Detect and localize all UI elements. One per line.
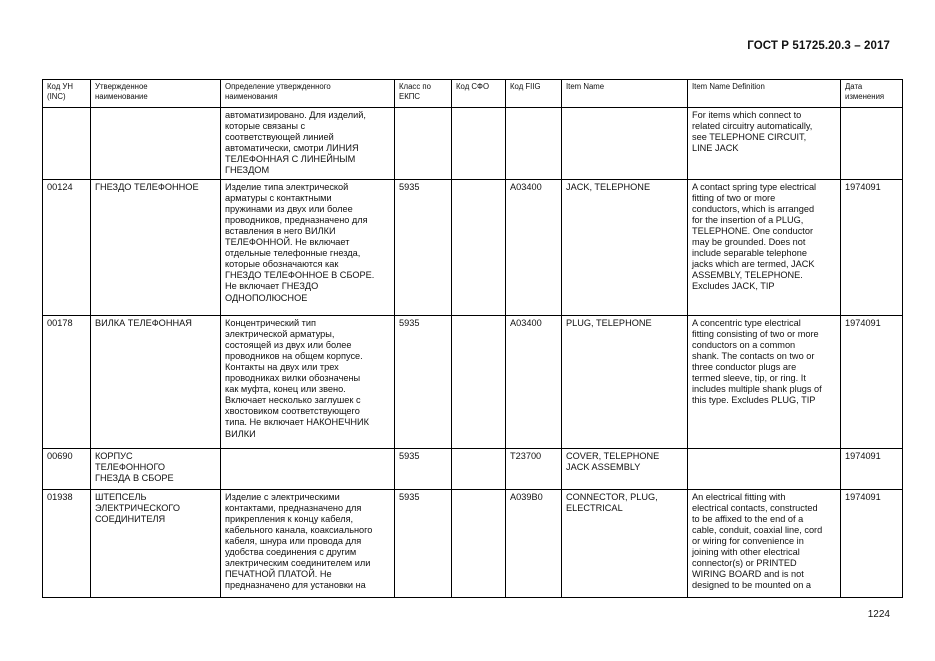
table-row [43,449,903,490]
cell-item-name-definition: A contact spring type electrical fitting of two or more conductors, which is arranged for the insertion of a PLUG, TELEPHONE. One conductor may be grounded. Does not include separable telephone jacks which are termed, JACK ASSEMBLY, TELEPHONE. Excludes JACK, TIP [688,180,841,316]
cell-change-date [841,108,903,180]
cell-item-name: COVER, TELEPHONE JACK ASSEMBLY [562,449,688,490]
cell-inc: 00690 [43,449,91,490]
cell-inc: 01938 [43,490,91,598]
cell-class [395,108,452,180]
cell-approved-name: ГНЕЗДО ТЕЛЕФОННОЕ [91,180,221,316]
cell-sfo [452,180,506,316]
cell-fiig: T23700 [506,449,562,490]
cell-item-name-definition: A concentric type electrical fitting consisting of two or more conductors on a common shank. The contacts on two or three conductor plugs are termed sleeve, tip, or ring. It includes multiple shank plugs of this type. Excludes PLUG, TIP [688,316,841,449]
cell-sfo [452,490,506,598]
column-header-class: Класс по ЕКПС [395,80,452,108]
table-row [43,108,903,180]
items-table [42,79,903,598]
cell-item-name: CONNECTOR, PLUG, ELECTRICAL [562,490,688,598]
column-header-item-name: Item Name [562,80,688,108]
cell-item-name: PLUG, TELEPHONE [562,316,688,449]
document-standard-header: ГОСТ Р 51725.20.3 – 2017 [747,40,890,52]
column-header-sfo: Код СФО [452,80,506,108]
column-header-definition: Определение утвержденного наименования [221,80,395,108]
cell-approved-name: КОРПУС ТЕЛЕФОННОГО ГНЕЗДА В СБОРЕ [91,449,221,490]
table-row [43,316,903,449]
cell-fiig [506,108,562,180]
column-header-change-date: Дата изменения [841,80,903,108]
cell-approved-name: ШТЕПСЕЛЬ ЭЛЕКТРИЧЕСКОГО СОЕДИНИТЕЛЯ [91,490,221,598]
cell-fiig: A03400 [506,316,562,449]
cell-class: 5935 [395,490,452,598]
cell-definition [221,449,395,490]
cell-item-name [562,108,688,180]
cell-sfo [452,108,506,180]
cell-definition: автоматизировано. Для изделий, которые связаны с соответствующей линией автоматически, смотри ЛИНИЯ ТЕЛЕФОННАЯ С ЛИНЕЙНЫМ ГНЕЗДОМ [221,108,395,180]
cell-sfo [452,449,506,490]
cell-change-date: 1974091 [841,490,903,598]
column-header-inc: Код УН (INC) [43,80,91,108]
cell-change-date: 1974091 [841,180,903,316]
page-number: 1224 [867,609,890,620]
cell-definition: Концентрический тип электрической арматуры, состоящей из двух или более проводников на общем корпусе. Контакты на двух или трех проводниках вилки обозначены как муфта, конец или звено. Включает несколько заглушек с хвостовиком соответствующего типа. Не включает НАКОНЕЧНИК ВИЛКИ [221,316,395,449]
cell-sfo [452,316,506,449]
cell-fiig: A039B0 [506,490,562,598]
cell-change-date: 1974091 [841,449,903,490]
cell-class: 5935 [395,449,452,490]
column-header-approved-name: Утвержденное наименование [91,80,221,108]
cell-item-name: JACK, TELEPHONE [562,180,688,316]
cell-class: 5935 [395,180,452,316]
cell-approved-name [91,108,221,180]
table-row [43,180,903,316]
cell-change-date: 1974091 [841,316,903,449]
cell-inc [43,108,91,180]
table-header-row [43,80,903,108]
cell-item-name-definition [688,449,841,490]
cell-inc: 00178 [43,316,91,449]
column-header-fiig: Код FIIG [506,80,562,108]
cell-item-name-definition: An electrical fitting with electrical contacts, constructed to be affixed to the end of a cable, conduit, coaxial line, cord or wiring for convenience in joining with other electrical connector(s) or PRINTED WIRING BOARD and is not designed to be mounted on a [688,490,841,598]
cell-approved-name: ВИЛКА ТЕЛЕФОННАЯ [91,316,221,449]
table-row [43,490,903,598]
cell-definition: Изделие с электрическими контактами, предназначено для прикрепления к концу кабеля, кабельного канала, коаксиального кабеля, шнура или провода для удобства соединения с другим электрическим соединителем или ПЕЧАТНОЙ ПЛАТОЙ. Не предназначено для установки на [221,490,395,598]
cell-fiig: A03400 [506,180,562,316]
cell-class: 5935 [395,316,452,449]
column-header-item-name-definition: Item Name Definition [688,80,841,108]
cell-item-name-definition: For items which connect to related circuitry automatically, see TELEPHONE CIRCUIT, LINE JACK [688,108,841,180]
cell-definition: Изделие типа электрической арматуры с контактными пружинами из двух или более проводников, предназначено для вставления в него ВИЛКИ ТЕЛЕФОННОЙ. Не включает отдельные телефонные гнезда, которые обозначаются как ГНЕЗДО ТЕЛЕФОННОЕ В СБОРЕ. Не включает ГНЕЗДО ОДНОПОЛЮСНОЕ [221,180,395,316]
cell-inc: 00124 [43,180,91,316]
